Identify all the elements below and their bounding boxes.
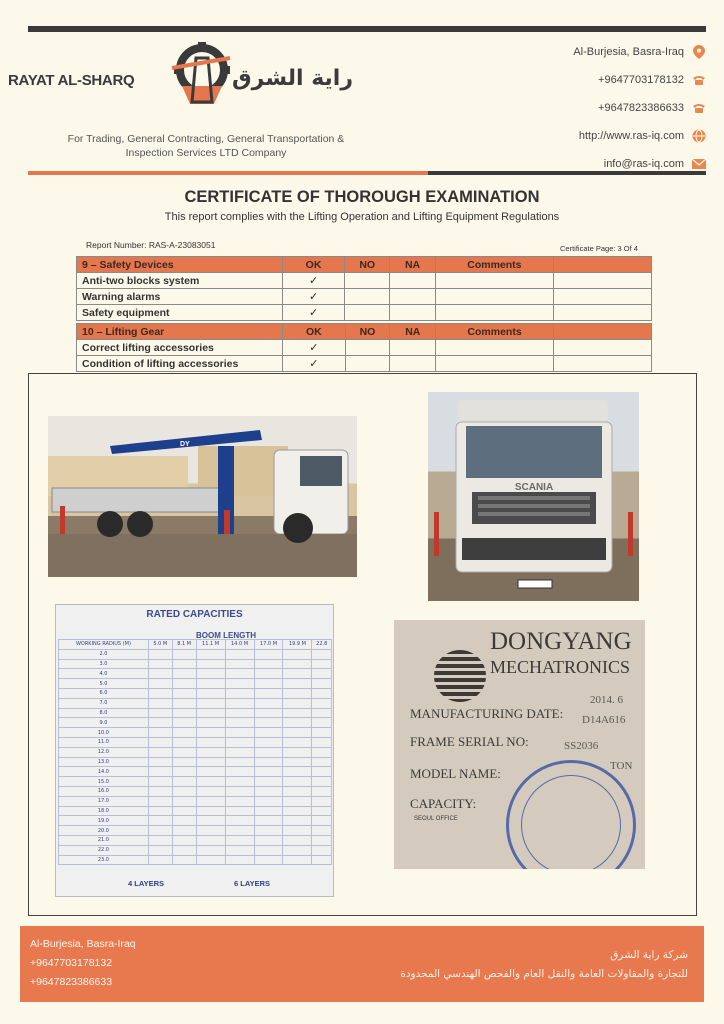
capacity-header-row [59, 640, 332, 650]
capacity-cell [225, 845, 254, 855]
dongyang-logo-icon [434, 650, 486, 702]
capacity-row [59, 698, 332, 708]
footer-contact [30, 935, 136, 992]
radius-value: 21.0 [59, 835, 149, 845]
capacity-cell [254, 777, 283, 787]
item-label: Warning alarms [77, 289, 283, 305]
capacity-row [59, 649, 332, 659]
capacity-cell [225, 708, 254, 718]
capacity-cell [254, 698, 283, 708]
capacity-cell [196, 718, 225, 728]
radius-value: 15.0 [59, 777, 149, 787]
plate-capacity-label: CAPACITY: [410, 796, 477, 811]
company-name-en: RAYAT AL-SHARQ [8, 72, 135, 89]
radius-value: 22.0 [59, 845, 149, 855]
capacity-cell [283, 845, 312, 855]
capacity-cell [312, 669, 332, 679]
capacity-cell [312, 767, 332, 777]
capacity-row [59, 757, 332, 767]
capacity-cell [312, 845, 332, 855]
contact-address [486, 38, 706, 66]
certificate-subtitle: This report complies with the Lifting Operation and Lifting Equipment Regulations [164, 211, 560, 223]
capacity-cell [196, 737, 225, 747]
capacity-cell [172, 659, 196, 669]
check-mark-icon: ✓ [282, 340, 345, 356]
check-mark-icon: ✓ [282, 356, 345, 372]
boom-col: 19.9 M [283, 640, 312, 650]
footer-ar-line-2: للتجارة والمقاولات العامة والنقل العام والفحص الهندسي المحدودة [400, 968, 688, 980]
capacity-cell [172, 747, 196, 757]
safety-devices-table [76, 256, 652, 321]
footer-address: Al-Burjesia, Basra-Iraq [30, 938, 136, 950]
layer-right-label: 6 LAYERS [234, 879, 270, 888]
capacity-cell [312, 649, 332, 659]
location-pin-icon [692, 45, 706, 59]
capacity-row [59, 855, 332, 865]
capacity-cell [283, 698, 312, 708]
stamp-inner-ring [521, 775, 621, 869]
capacity-cell [172, 806, 196, 816]
capacity-cell [283, 806, 312, 816]
capacity-row [59, 826, 332, 836]
phone-icon [692, 73, 706, 87]
capacity-cell [225, 728, 254, 738]
capacity-cell [172, 718, 196, 728]
crane-truck-photo [48, 416, 357, 577]
col-comments: Comments [436, 324, 553, 340]
capacity-cell [196, 796, 225, 806]
col-ok: OK [282, 257, 345, 273]
col-extra [553, 324, 651, 340]
capacity-row [59, 728, 332, 738]
item-label: Correct lifting accessories [77, 340, 283, 356]
capacity-cell [254, 806, 283, 816]
capacity-cell [196, 659, 225, 669]
layer-left-label: 4 LAYERS [128, 879, 164, 888]
plate-model-name: SS2036 [564, 740, 599, 752]
radius-value: 9.0 [59, 718, 149, 728]
capacity-row [59, 786, 332, 796]
capacity-cell [196, 649, 225, 659]
radius-value: 5.0 [59, 679, 149, 689]
capacity-cell [312, 835, 332, 845]
capacity-cell [225, 826, 254, 836]
capacity-cell [254, 845, 283, 855]
capacity-cell [148, 728, 172, 738]
capacity-cell [172, 737, 196, 747]
check-mark-icon: ✓ [282, 273, 345, 289]
radius-value: 3.0 [59, 659, 149, 669]
radius-value: 23.0 [59, 855, 149, 865]
radius-value: 4.0 [59, 669, 149, 679]
capacity-row [59, 659, 332, 669]
header-divider-dark [428, 171, 706, 175]
capacity-cell [196, 747, 225, 757]
table-row [77, 289, 652, 305]
email-link[interactable]: info@ras-iq.com [603, 158, 684, 170]
plate-frame-serial-label: FRAME SERIAL NO: [410, 734, 529, 749]
capacity-cell [283, 786, 312, 796]
item-label: Anti-two blocks system [77, 273, 283, 289]
capacity-cell [312, 786, 332, 796]
boom-col: 14.0 M [225, 640, 254, 650]
capacity-cell [283, 659, 312, 669]
capacity-cell [283, 649, 312, 659]
capacity-cell [312, 708, 332, 718]
phone-1-text[interactable]: +9647703178132 [598, 74, 684, 86]
capacity-cell [148, 806, 172, 816]
capacity-cell [196, 757, 225, 767]
capacity-cell [172, 786, 196, 796]
table-row [77, 305, 652, 321]
capacity-cell [312, 826, 332, 836]
address-text: Al-Burjesia, Basra-Iraq [573, 46, 684, 58]
capacity-cell [254, 679, 283, 689]
company-name-ar: راية الشرق [232, 66, 354, 91]
capacity-cell [225, 855, 254, 865]
capacity-cell [312, 796, 332, 806]
capacity-cell [312, 659, 332, 669]
capacity-cell [283, 777, 312, 787]
capacity-cell [254, 767, 283, 777]
capacity-row [59, 669, 332, 679]
capacity-cell [196, 855, 225, 865]
capacity-row [59, 835, 332, 845]
header-divider-accent [28, 171, 428, 175]
radius-value: 8.0 [59, 708, 149, 718]
radius-value: 11.0 [59, 737, 149, 747]
capacity-cell [225, 737, 254, 747]
capacity-cell [283, 728, 312, 738]
capacity-cell [196, 679, 225, 689]
contact-phone-1 [486, 66, 706, 94]
plate-model-name-label: MODEL NAME: [410, 766, 501, 781]
website-link[interactable]: http://www.ras-iq.com [578, 130, 684, 142]
capacity-cell [196, 728, 225, 738]
capacity-cell [172, 845, 196, 855]
radius-value: 20.0 [59, 826, 149, 836]
capacity-cell [254, 796, 283, 806]
crane-brand-mark: DY [180, 441, 190, 448]
capacity-cell [196, 767, 225, 777]
capacity-cell [254, 757, 283, 767]
boom-col: 8.1 M [172, 640, 196, 650]
radius-value: 7.0 [59, 698, 149, 708]
capacity-cell [148, 826, 172, 836]
capacity-row [59, 767, 332, 777]
boom-length-title: BOOM LENGTH [196, 631, 256, 640]
capacity-row [59, 708, 332, 718]
capacity-cell [254, 747, 283, 757]
capacity-cell [283, 835, 312, 845]
capacity-cell [254, 728, 283, 738]
capacity-cell [172, 688, 196, 698]
capacity-cell [172, 649, 196, 659]
capacity-cell [172, 669, 196, 679]
capacity-cell [225, 659, 254, 669]
capacity-row [59, 747, 332, 757]
capacity-cell [312, 718, 332, 728]
capacity-cell [283, 747, 312, 757]
capacity-cell [196, 835, 225, 845]
table-row [77, 356, 652, 372]
capacity-cell [254, 708, 283, 718]
radius-label: WORKING RADIUS (M) [59, 640, 149, 650]
capacity-cell [148, 698, 172, 708]
capacity-cell [172, 796, 196, 806]
boom-col: 5.0 M [148, 640, 172, 650]
radius-value: 6.0 [59, 688, 149, 698]
capacity-cell [148, 796, 172, 806]
top-bar [28, 26, 706, 32]
truck-front-photo [428, 392, 639, 601]
capacity-cell [283, 669, 312, 679]
capacity-cell [283, 767, 312, 777]
item-label: Safety equipment [77, 305, 283, 321]
footer-arabic [328, 946, 688, 984]
capacity-cell [312, 777, 332, 787]
capacity-row [59, 816, 332, 826]
capacity-cell [254, 855, 283, 865]
capacity-cell [283, 688, 312, 698]
boom-col: 22.8 [312, 640, 332, 650]
capacity-cell [312, 698, 332, 708]
capacity-cell [148, 747, 172, 757]
capacity-cell [312, 757, 332, 767]
capacity-cell [148, 708, 172, 718]
plate-capacity: TON [610, 760, 633, 772]
contact-block [486, 38, 706, 178]
capacity-cell [225, 669, 254, 679]
capacity-row [59, 679, 332, 689]
company-stamp-icon [506, 760, 636, 869]
radius-value: 19.0 [59, 816, 149, 826]
plate-brand: DONGYANG [490, 628, 632, 655]
capacity-cell [172, 826, 196, 836]
capacity-cell [148, 737, 172, 747]
capacity-cell [148, 718, 172, 728]
capacity-cell [196, 816, 225, 826]
capacity-cell [196, 688, 225, 698]
capacity-cell [148, 845, 172, 855]
capacity-cell [312, 806, 332, 816]
capacity-cell [148, 835, 172, 845]
globe-icon [692, 129, 706, 143]
radius-value: 18.0 [59, 806, 149, 816]
capacity-cell [312, 679, 332, 689]
radius-value: 17.0 [59, 796, 149, 806]
capacity-cell [196, 777, 225, 787]
lifting-gear-table [76, 323, 652, 372]
capacity-cell [312, 816, 332, 826]
envelope-icon [692, 157, 706, 171]
col-na: NA [390, 324, 436, 340]
capacity-cell [148, 679, 172, 689]
capacity-cell [283, 816, 312, 826]
radius-value: 14.0 [59, 767, 149, 777]
capacity-cell [172, 835, 196, 845]
check-mark-icon: ✓ [282, 305, 345, 321]
capacity-cell [148, 777, 172, 787]
capacity-cell [283, 757, 312, 767]
capacity-cell [225, 796, 254, 806]
table-row [77, 340, 652, 356]
capacity-cell [196, 669, 225, 679]
capacity-cell [196, 826, 225, 836]
capacity-cell [254, 826, 283, 836]
capacity-cell [225, 777, 254, 787]
capacity-cell [283, 826, 312, 836]
radius-value: 10.0 [59, 728, 149, 738]
table-row [77, 273, 652, 289]
capacity-cell [254, 718, 283, 728]
capacity-cell [196, 698, 225, 708]
capacity-row [59, 845, 332, 855]
certificate-title: CERTIFICATE OF THOROUGH EXAMINATION [184, 188, 540, 206]
capacity-cell [172, 777, 196, 787]
col-na: NA [389, 257, 435, 273]
radius-value: 12.0 [59, 747, 149, 757]
capacity-cell [225, 816, 254, 826]
capacity-cell [225, 757, 254, 767]
capacity-cell [196, 786, 225, 796]
capacity-cell [148, 649, 172, 659]
capacity-cell [283, 737, 312, 747]
capacity-cell [312, 855, 332, 865]
capacity-cell [312, 747, 332, 757]
plate-subbrand: MECHATRONICS [490, 657, 631, 677]
plate-manufacturing-date-label: MANUFACTURING DATE: [410, 706, 564, 721]
capacity-cell [172, 708, 196, 718]
capacity-grid [58, 639, 332, 865]
plate-seoul-office: SEOUL OFFICE [414, 816, 458, 822]
nameplate-photo [394, 620, 645, 869]
capacity-cell [312, 728, 332, 738]
capacity-row [59, 718, 332, 728]
capacity-cell [196, 806, 225, 816]
capacity-cell [225, 767, 254, 777]
capacity-cell [312, 737, 332, 747]
capacity-cell [254, 786, 283, 796]
report-number: Report Number: RAS-A-23083051 [86, 240, 216, 250]
crane-truck-illustration [48, 416, 357, 577]
capacity-cell [172, 757, 196, 767]
plate-manufacturing-date: 2014. 6 [590, 694, 623, 706]
capacity-cell [172, 855, 196, 865]
footer-ar-line-1: شركة راية الشرق [610, 949, 688, 961]
capacity-cell [254, 737, 283, 747]
phone-2-text[interactable]: +9647823386633 [598, 102, 684, 114]
col-no: NO [345, 257, 389, 273]
capacity-row [59, 737, 332, 747]
company-tagline: For Trading, General Contracting, General Transportation & Inspection Services LTD Company [67, 133, 345, 159]
capacity-cell [283, 855, 312, 865]
truck-front-illustration [428, 392, 639, 601]
check-mark-icon: ✓ [282, 289, 345, 305]
capacity-cell [312, 688, 332, 698]
footer-phone-2[interactable]: +9647823386633 [30, 976, 113, 988]
capacity-cell [254, 649, 283, 659]
capacity-cell [225, 718, 254, 728]
radius-value: 13.0 [59, 757, 149, 767]
capacity-cell [283, 708, 312, 718]
capacity-row [59, 806, 332, 816]
capacity-cell [148, 786, 172, 796]
phone-icon [692, 101, 706, 115]
capacity-cell [225, 747, 254, 757]
capacity-cell [254, 659, 283, 669]
capacity-cell [283, 796, 312, 806]
capacity-cell [148, 669, 172, 679]
section-header-row [77, 324, 652, 340]
capacity-cell [172, 679, 196, 689]
rated-capacities-title: RATED CAPACITIES [146, 609, 243, 620]
section-title: 9 – Safety Devices [77, 257, 283, 273]
capacity-cell [283, 679, 312, 689]
capacity-cell [172, 698, 196, 708]
truck-brand-badge: SCANIA [514, 482, 554, 493]
capacity-cell [225, 679, 254, 689]
item-label: Condition of lifting accessories [77, 356, 283, 372]
rated-capacities-chart-photo [55, 604, 334, 897]
col-comments: Comments [436, 257, 553, 273]
col-extra [553, 257, 651, 273]
capacity-cell [254, 669, 283, 679]
capacity-cell [148, 816, 172, 826]
radius-value: 16.0 [59, 786, 149, 796]
capacity-cell [196, 708, 225, 718]
col-ok: OK [282, 324, 345, 340]
capacity-cell [254, 688, 283, 698]
capacity-cell [225, 806, 254, 816]
footer-phone-1[interactable]: +9647703178132 [30, 957, 113, 969]
capacity-row [59, 796, 332, 806]
capacity-cell [196, 845, 225, 855]
capacity-cell [148, 757, 172, 767]
boom-col: 17.0 M [254, 640, 283, 650]
contact-phone-2 [486, 94, 706, 122]
capacity-cell [148, 688, 172, 698]
capacity-row [59, 777, 332, 787]
capacity-cell [225, 649, 254, 659]
capacity-cell [225, 786, 254, 796]
section-title: 10 – Lifting Gear [77, 324, 283, 340]
capacity-cell [172, 767, 196, 777]
boom-col: 11.1 M [196, 640, 225, 650]
capacity-cell [254, 835, 283, 845]
capacity-cell [225, 688, 254, 698]
capacity-cell [148, 855, 172, 865]
col-no: NO [345, 324, 389, 340]
certificate-page: Certificate Page: 3 Of 4 [560, 244, 638, 253]
capacity-cell [148, 659, 172, 669]
contact-website [486, 122, 706, 150]
footer-bar [20, 926, 704, 1002]
capacity-cell [172, 728, 196, 738]
capacity-cell [254, 816, 283, 826]
radius-value: 2.0 [59, 649, 149, 659]
capacity-cell [225, 835, 254, 845]
capacity-cell [283, 718, 312, 728]
plate-frame-serial: D14A616 [582, 714, 626, 726]
capacity-cell [148, 767, 172, 777]
section-header-row [77, 257, 652, 273]
capacity-row [59, 688, 332, 698]
capacity-cell [225, 698, 254, 708]
capacity-cell [172, 816, 196, 826]
